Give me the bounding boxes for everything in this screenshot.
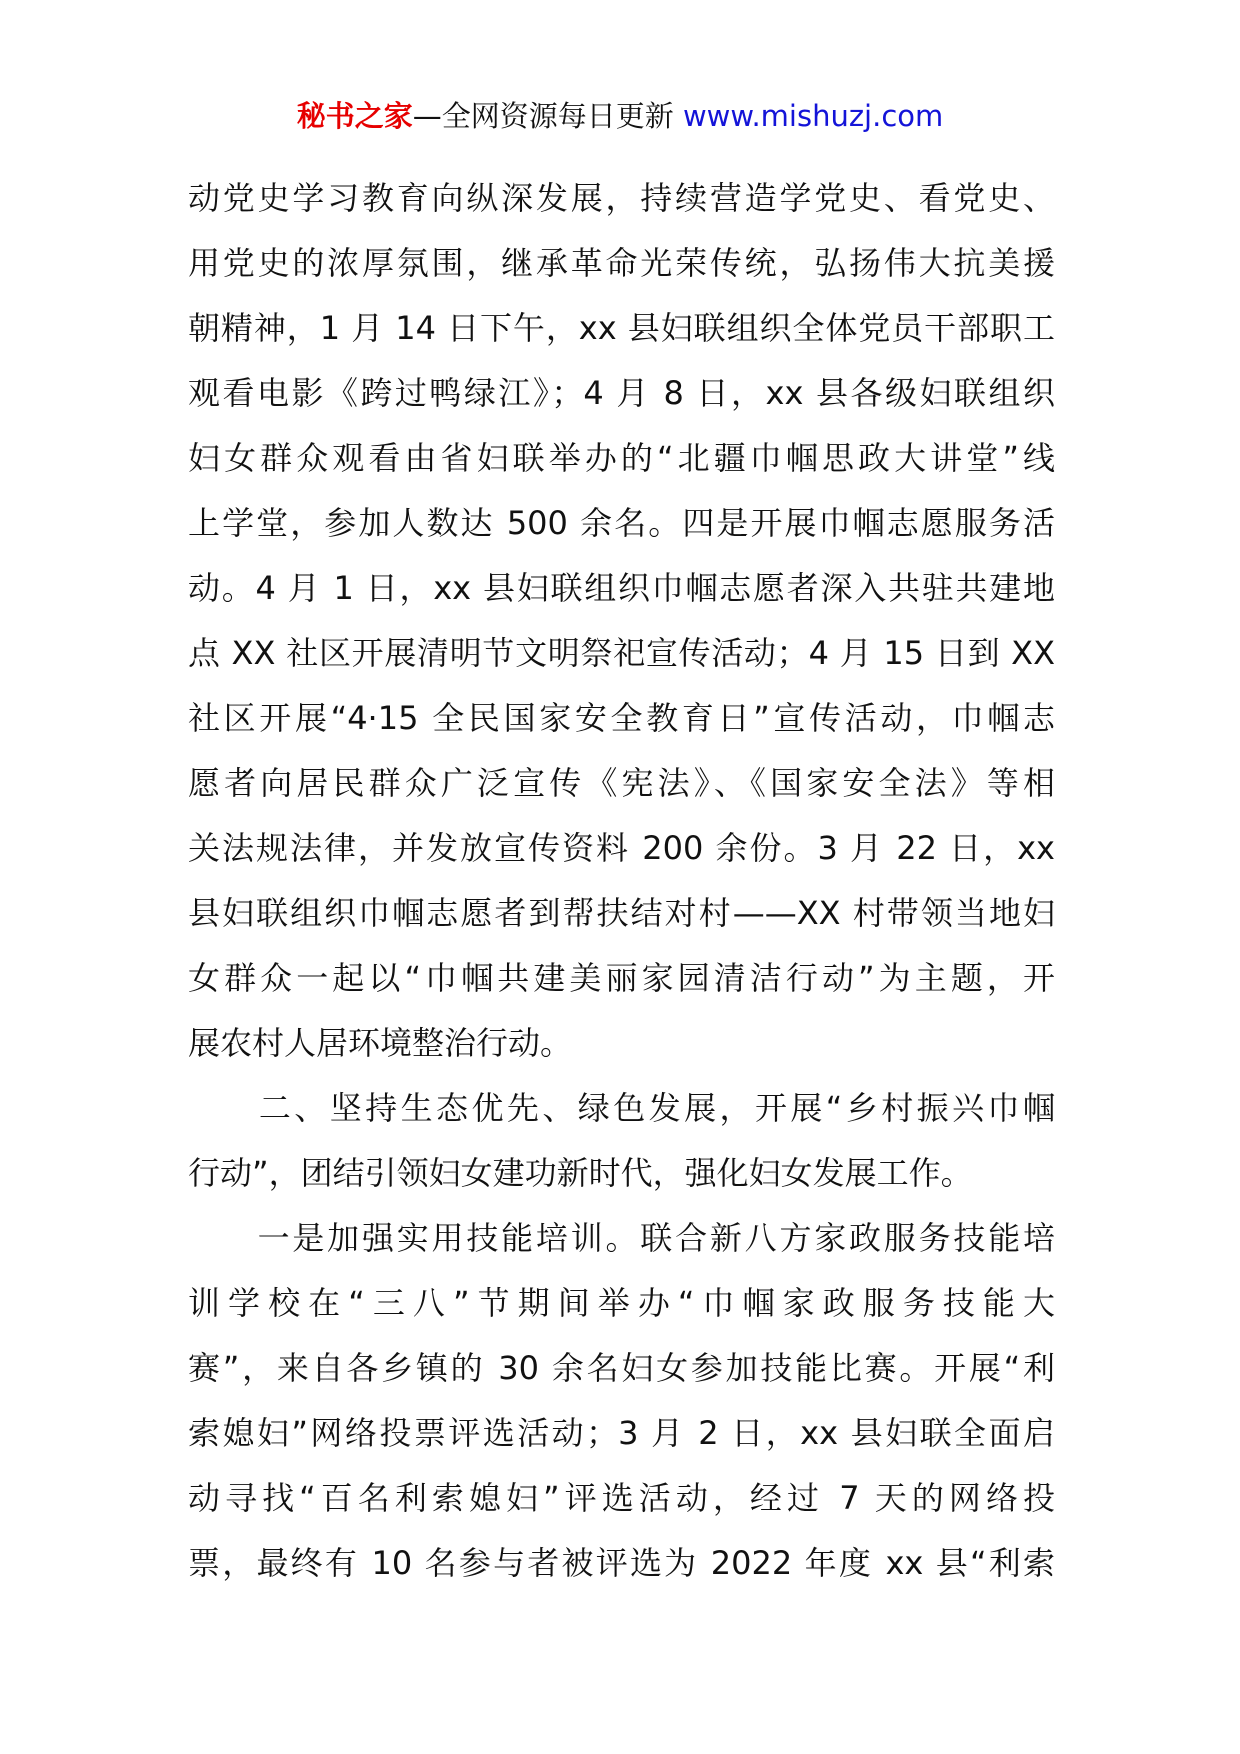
site-tagline: —全网资源每日更新 [412, 99, 683, 133]
body-line: 赛”，来自各乡镇的 30 余名妇女参加技能比赛。开展“利 [188, 1349, 1055, 1387]
body-line: 索媳妇”网络投票评选活动；3 月 2 日，xx 县妇联全面启 [188, 1414, 1055, 1452]
body-line: 动寻找“百名利索媳妇”评选活动，经过 7 天的网络投 [188, 1479, 1055, 1517]
body-line: 观看电影《跨过鸭绿江》；4 月 8 日，xx 县各级妇联组织 [188, 374, 1055, 412]
body-line: 点 XX 社区开展清明节文明祭祀宣传活动；4 月 15 日到 XX [188, 634, 1055, 672]
document-body [188, 166, 1055, 1596]
body-line: 一是加强实用技能培训。联合新八方家政服务技能培 [188, 1219, 1055, 1257]
body-line: 女群众一起以“巾帼共建美丽家园清洁行动”为主题，开 [188, 959, 1055, 997]
body-line: 展农村人居环境整治行动。 [188, 1024, 573, 1062]
body-line: 动党史学习教育向纵深发展，持续营造学党史、看党史、 [188, 179, 1055, 217]
site-brand-name: 秘书之家 [296, 99, 413, 133]
section-heading-line: 行动”，团结引领妇女建功新时代，强化妇女发展工作。 [188, 1154, 973, 1192]
body-line: 动。4 月 1 日，xx 县妇联组织巾帼志愿者深入共驻共建地 [188, 569, 1055, 607]
body-line: 关法规法律，并发放宣传资料 200 余份。3 月 22 日，xx [188, 829, 1055, 867]
section-heading-line: 二、坚持生态优先、绿色发展，开展“乡村振兴巾帼 [188, 1089, 1055, 1127]
site-url-link[interactable]: www.mishuzj.com [682, 99, 944, 133]
body-line: 社区开展“4·15 全民国家安全教育日”宣传活动，巾帼志 [188, 699, 1055, 737]
body-line: 用党史的浓厚氛围，继承革命光荣传统，弘扬伟大抗美援 [188, 244, 1055, 282]
body-line: 朝精神，1 月 14 日下午，xx 县妇联组织全体党员干部职工 [188, 309, 1055, 347]
site-header [0, 96, 1240, 136]
body-line: 县妇联组织巾帼志愿者到帮扶结对村——XX 村带领当地妇 [188, 894, 1055, 932]
body-line: 愿者向居民群众广泛宣传《宪法》、《国家安全法》等相 [188, 764, 1055, 802]
body-line: 票，最终有 10 名参与者被评选为 2022 年度 xx 县“利索 [188, 1544, 1055, 1582]
body-line: 上学堂，参加人数达 500 余名。四是开展巾帼志愿服务活 [188, 504, 1055, 542]
body-line: 训学校在“三八”节期间举办“巾帼家政服务技能大 [188, 1284, 1055, 1322]
body-line: 妇女群众观看由省妇联举办的“北疆巾帼思政大讲堂”线 [188, 439, 1055, 477]
